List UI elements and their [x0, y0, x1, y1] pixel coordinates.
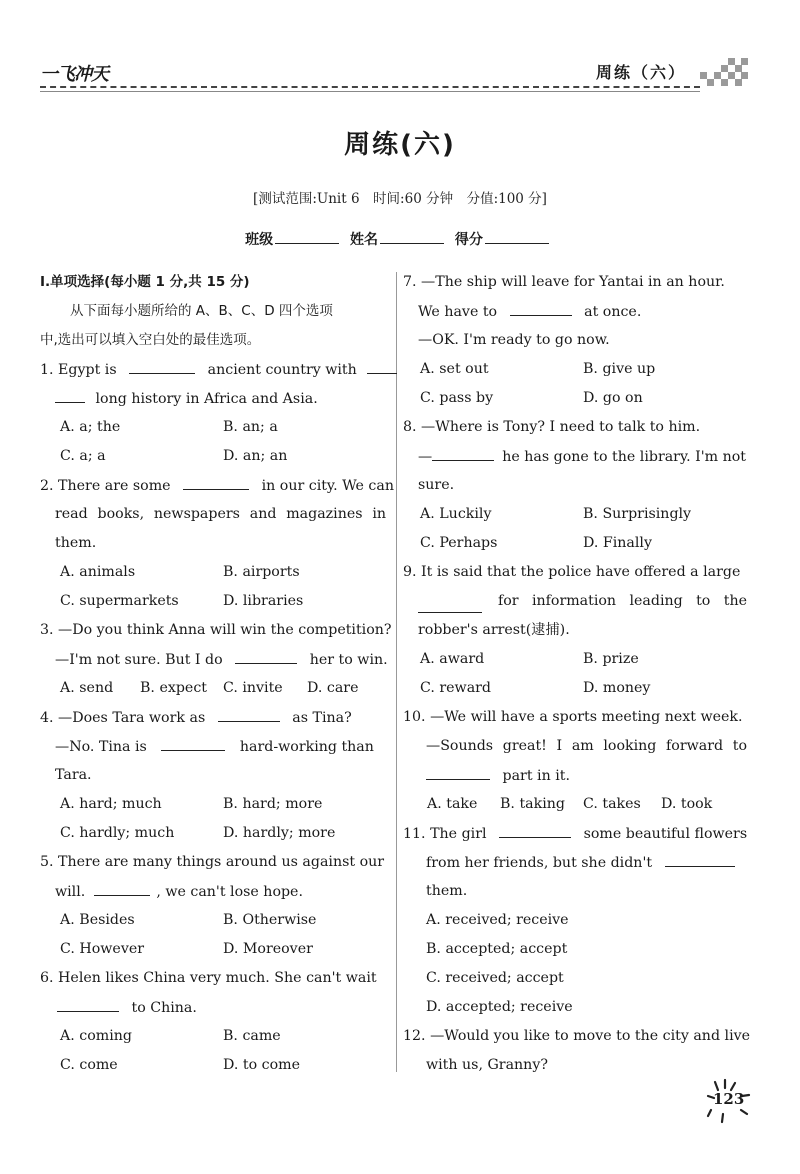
q3-option-b[interactable]: B. expect	[140, 680, 207, 696]
q10-line-3	[403, 761, 747, 790]
question-8: 8. —Where is Tony? I need to talk to him.	[403, 419, 701, 435]
q1-blank-1[interactable]	[129, 355, 195, 374]
q10-text-b: part in it.	[502, 768, 570, 784]
q11-option-c[interactable]: C. received; accept	[426, 970, 564, 986]
page-number-text: 123	[713, 1090, 745, 1108]
q5-options-cd	[40, 935, 386, 964]
q8-line-3: sure.	[418, 477, 455, 493]
q3-option-c[interactable]: C. invite	[223, 680, 283, 696]
q10-line-2: —Sounds great! I am looking forward to	[426, 738, 747, 754]
q11-option-d[interactable]: D. accepted; receive	[426, 999, 573, 1015]
q2-option-b[interactable]: B. airports	[223, 564, 300, 580]
q8-text-a: —	[418, 449, 433, 465]
q11-option-d-row	[403, 993, 747, 1022]
q7-line-3: —OK. I'm ready to go now.	[418, 332, 610, 348]
left-column	[40, 268, 394, 1080]
q1-option-d[interactable]: D. an; an	[223, 448, 288, 464]
q3-blank[interactable]	[235, 645, 297, 664]
q6-option-d[interactable]: D. to come	[223, 1057, 300, 1073]
q2-options-cd	[40, 587, 386, 616]
q2-text-a: 2. There are some	[40, 478, 171, 494]
q5-option-b[interactable]: B. Otherwise	[223, 912, 317, 928]
question-5: 5. There are many things around us against our	[40, 854, 385, 870]
q11-option-a[interactable]: A. received; receive	[426, 912, 569, 928]
q8-option-b[interactable]: B. Surprisingly	[583, 506, 692, 522]
q2-options-ab	[40, 558, 386, 587]
q9-options-ab	[403, 645, 747, 674]
q1-options-cd	[40, 442, 386, 471]
q4-blank-1[interactable]	[218, 703, 280, 722]
q4-text-c: —No. Tina is	[55, 739, 147, 755]
q11-line-3: them.	[426, 883, 468, 899]
q10-option-a[interactable]: A. take	[427, 796, 478, 812]
q3-options	[40, 674, 386, 703]
score-label: 得分	[454, 232, 483, 248]
q9-line-2	[403, 587, 747, 616]
q11-option-a-row	[403, 906, 747, 935]
question-12: 12. —Would you like to move to the city and live	[403, 1028, 751, 1044]
class-label: 班级	[245, 232, 274, 248]
q9-option-a[interactable]: A. award	[420, 651, 485, 667]
q1-text-b: ancient country with	[207, 362, 357, 378]
q2-line-2: read books, newspapers and magazines in	[55, 506, 386, 522]
q2-option-a[interactable]: A. animals	[60, 564, 136, 580]
score-blank[interactable]	[485, 229, 549, 244]
question-3: 3. —Do you think Anna will win the competition?	[40, 622, 392, 638]
q9-options-cd	[403, 674, 747, 703]
q1-options-ab	[40, 413, 386, 442]
q7-text-b: at once.	[584, 304, 642, 320]
q10-blank[interactable]	[426, 761, 490, 780]
q11-option-b[interactable]: B. accepted; accept	[426, 941, 568, 957]
q5-option-c[interactable]: C. However	[60, 941, 145, 957]
q11-option-b-row	[403, 935, 747, 964]
section-intro-2: 中,选出可以填入空白处的最佳选项。	[40, 332, 261, 348]
q11-option-c-row	[403, 964, 747, 993]
q3-text-b: her to win.	[309, 652, 388, 668]
q9-blank[interactable]	[418, 594, 482, 613]
right-column	[403, 268, 751, 1080]
q6-option-b[interactable]: B. came	[223, 1028, 281, 1044]
q9-option-d[interactable]: D. money	[583, 680, 651, 696]
q2-blank[interactable]	[183, 471, 249, 490]
q1-blank-2[interactable]	[367, 355, 397, 374]
q4-blank-2[interactable]	[161, 732, 225, 751]
q4-options-ab	[40, 790, 386, 819]
header-rule-thin	[40, 91, 700, 92]
q5-blank[interactable]	[94, 877, 150, 896]
student-fields	[0, 229, 800, 249]
q6-option-a[interactable]: A. coming	[60, 1028, 132, 1044]
q7-options-cd	[403, 384, 747, 413]
q1-text-c: long history in Africa and Asia.	[95, 391, 318, 407]
question-9: 9. It is said that the police have offered a large	[403, 564, 741, 580]
name-label: 姓名	[350, 232, 378, 248]
brand-logo: 一飞冲天	[40, 64, 108, 85]
q6-options-cd	[40, 1051, 386, 1080]
q4-option-a[interactable]: A. hard; much	[60, 796, 162, 812]
q1-blank-2b[interactable]	[55, 384, 85, 403]
q8-options-cd	[403, 529, 747, 558]
q8-text-b: he has gone to the library. I'm not	[502, 449, 746, 465]
q8-line-2	[403, 442, 747, 471]
question-11	[403, 819, 747, 848]
question-4	[40, 703, 386, 732]
q11-blank-1[interactable]	[499, 819, 571, 838]
question-1-cont	[40, 384, 386, 413]
q9-option-b[interactable]: B. prize	[583, 651, 639, 667]
q6-options-ab	[40, 1022, 386, 1051]
q7-option-a[interactable]: A. set out	[420, 361, 489, 377]
question-2	[40, 471, 394, 500]
question-1	[40, 355, 386, 384]
q4-option-d[interactable]: D. hardly; more	[223, 825, 336, 841]
q8-option-d[interactable]: D. Finally	[583, 535, 652, 551]
question-7: 7. —The ship will leave for Yantai in an hour.	[403, 274, 725, 290]
page-number	[705, 1078, 753, 1126]
q11-text-c: from her friends, but she didn't	[426, 855, 653, 871]
header-title: 周练（六）	[595, 63, 686, 82]
q2-option-c[interactable]: C. supermarkets	[60, 593, 179, 609]
q4-option-c[interactable]: C. hardly; much	[60, 825, 175, 841]
q5-option-d[interactable]: D. Moreover	[223, 941, 313, 957]
q5-options-ab	[40, 906, 386, 935]
q11-text-a: 11. The girl	[403, 826, 487, 842]
q6-text-b: to China.	[131, 1000, 197, 1016]
q4-text-b: as Tina?	[292, 710, 352, 726]
q5-text-a: will.	[55, 884, 86, 900]
question-6: 6. Helen likes China very much. She can't wait	[40, 970, 377, 986]
q10-option-b[interactable]: B. taking	[500, 796, 565, 812]
name-blank[interactable]	[380, 229, 444, 244]
q8-options-ab	[403, 500, 747, 529]
q6-blank[interactable]	[57, 993, 119, 1012]
q7-options-ab	[403, 355, 747, 384]
q11-blank-2[interactable]	[665, 848, 735, 867]
q9-option-c[interactable]: C. reward	[420, 680, 492, 696]
class-blank[interactable]	[275, 229, 339, 244]
q9-text-b: for information leading to the	[498, 593, 747, 609]
question-10: 10. —We will have a sports meeting next week.	[403, 709, 743, 725]
q11-line-2	[403, 848, 747, 877]
q7-line-2	[403, 297, 747, 326]
test-info: [测试范围:Unit 6 时间:60 分钟 分值:100 分]	[253, 191, 547, 207]
q6-line-2	[40, 993, 386, 1022]
q7-option-c[interactable]: C. pass by	[420, 390, 494, 406]
q10-options	[403, 790, 747, 819]
q4-line-2	[40, 732, 386, 761]
q3-line-2	[40, 645, 386, 674]
q2-text-b: in our city. We can	[261, 478, 394, 494]
q8-blank[interactable]	[432, 442, 494, 461]
q7-option-b[interactable]: B. give up	[583, 361, 656, 377]
q7-blank[interactable]	[510, 297, 572, 316]
q12-line-2: with us, Granny?	[426, 1057, 548, 1073]
q2-option-d[interactable]: D. libraries	[223, 593, 304, 609]
q4-line-3: Tara.	[55, 767, 92, 783]
q9-line-3: robber's arrest(逮捕).	[418, 622, 570, 638]
q3-option-a[interactable]: A. send	[60, 680, 114, 696]
q4-text-d: hard-working than	[239, 739, 374, 755]
q1-option-b[interactable]: B. an; a	[223, 419, 278, 435]
q7-text-a: We have to	[418, 304, 498, 320]
q7-option-d[interactable]: D. go on	[583, 390, 643, 406]
column-divider	[396, 272, 397, 1072]
section-title: Ⅰ.单项选择(每小题 1 分,共 15 分)	[40, 274, 250, 290]
q4-text-a: 4. —Does Tara work as	[40, 710, 206, 726]
q3-option-d[interactable]: D. care	[307, 680, 359, 696]
q1-option-c[interactable]: C. a; a	[60, 448, 106, 464]
q4-options-cd	[40, 819, 386, 848]
page-header	[40, 52, 748, 92]
section-intro-1: 从下面每小题所给的 A、B、C、D 四个选项	[70, 303, 333, 319]
q1-option-a[interactable]: A. a; the	[60, 419, 121, 435]
q5-line-2	[40, 877, 386, 906]
q1-text-a: 1. Egypt is	[40, 362, 117, 378]
q10-option-c[interactable]: C. takes	[583, 796, 641, 812]
q4-option-b[interactable]: B. hard; more	[223, 796, 323, 812]
q8-option-a[interactable]: A. Luckily	[420, 506, 492, 522]
q5-option-a[interactable]: A. Besides	[60, 912, 135, 928]
q5-text-b: , we can't lose hope.	[156, 884, 303, 900]
q6-option-c[interactable]: C. come	[60, 1057, 118, 1073]
page-title: 周练(六)	[344, 130, 456, 160]
q11-text-b: some beautiful flowers	[583, 826, 748, 842]
q10-option-d[interactable]: D. took	[661, 796, 713, 812]
checker-decoration	[700, 58, 748, 88]
q2-line-3: them.	[55, 535, 97, 551]
q3-text-a: —I'm not sure. But I do	[55, 652, 223, 668]
header-rule	[40, 86, 700, 88]
q8-option-c[interactable]: C. Perhaps	[420, 535, 498, 551]
